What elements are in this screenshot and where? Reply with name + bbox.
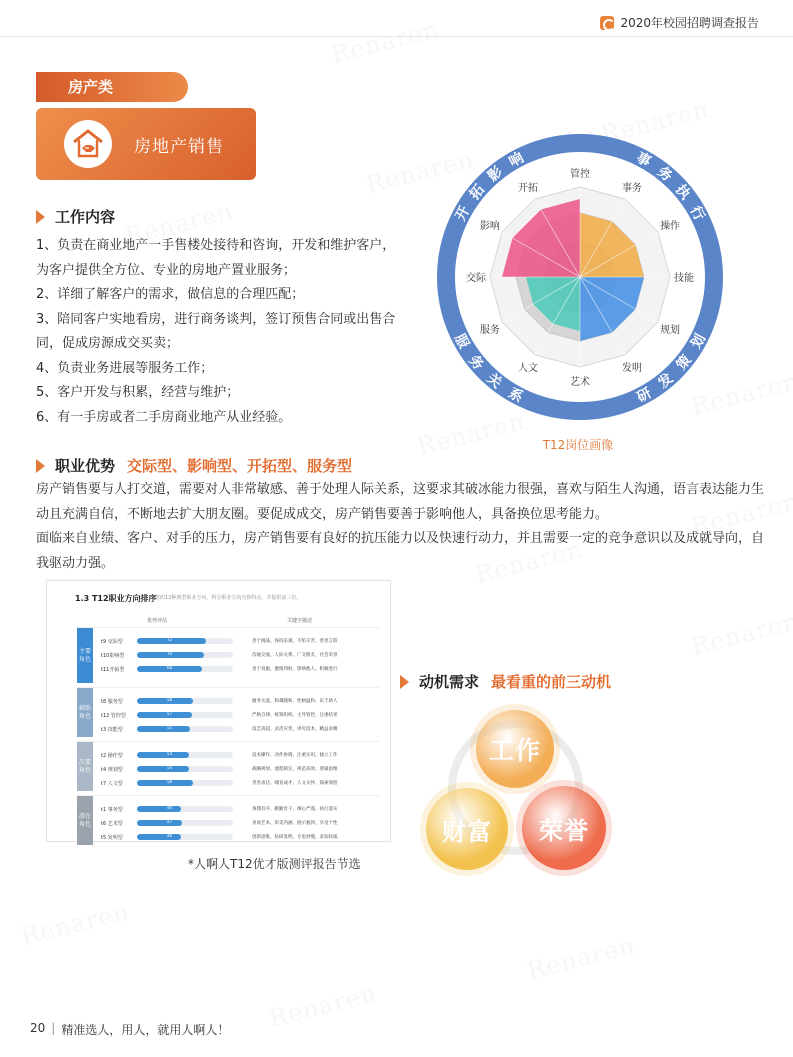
report-group — [77, 627, 379, 683]
report-row-bar — [137, 820, 233, 826]
report-row-bar-fill — [137, 752, 189, 758]
report-row-bar — [137, 780, 233, 786]
report-row-bar — [137, 806, 233, 812]
radar-quadrant-label: 执 — [672, 181, 694, 203]
report-row-value: 58 — [167, 779, 173, 784]
report-row-value: 55 — [167, 725, 173, 730]
handshake-house-icon — [64, 120, 112, 168]
report-row-bar-fill — [137, 698, 193, 704]
radar-quadrant-label: 事 — [633, 149, 654, 171]
report-group-tag: 潜在角色 — [77, 796, 93, 845]
report-row-keywords: 善于说服、激情四射、影响他人、积极进行 — [252, 667, 338, 672]
advantage-paragraph: 房产销售要与人打交道，需要对人非常敏感、善于处理人际关系，这要求其破冰能力很强，喜欢与陌生人沟通，语言表达能力生动且充满自信，不断地去扩大朋友圈。要促成成交，房产销售要善于影响他人，具备换位思考能力。 — [36, 482, 765, 522]
radar-quadrant-label: 务 — [465, 352, 487, 374]
radar-quadrant-label: 服 — [450, 331, 472, 352]
report-row — [101, 724, 233, 734]
report-row — [101, 818, 233, 828]
report-row-label: t12 管控型 — [101, 712, 126, 719]
watermark — [266, 979, 380, 1033]
duties-heading-text: 工作内容 — [55, 208, 116, 226]
report-group-tag: 主要角色 — [77, 628, 93, 683]
report-row-keywords: 严格自律、统筹组织、主导管控、注重结果 — [252, 713, 338, 718]
radar-axis-label: 管控 — [570, 169, 590, 180]
duty-item: 5、客户开发与积累，经营与维护； — [36, 385, 240, 400]
report-row-bar-fill — [137, 712, 192, 718]
motive-diagram — [410, 710, 610, 880]
report-row-bar — [137, 698, 233, 704]
watermark — [524, 931, 638, 985]
duty-item: 6、有一手房或者二手房商业地产从业经验。 — [36, 409, 292, 425]
advantage-text — [36, 478, 764, 576]
duties-heading — [36, 206, 115, 227]
report-row — [101, 696, 233, 706]
report-row-label: t5 发明型 — [101, 834, 123, 841]
report-row-keywords: 善善表达、哺育成才、人文关怀、探索领悟 — [252, 781, 338, 786]
report-caption: *人啊人T12优才版测评报告节选 — [188, 857, 361, 871]
report-row-label: t6 艺术型 — [101, 820, 123, 827]
duty-item: 1、负责在商业地产一手售楼处接待和咨询，开发和维护客户，为客户提供全方位、专业的房地产置业服务； — [36, 238, 396, 278]
report-excerpt-subtitle: 您的12种典型职业方向，得分职业方向有你特点，并提供前三位。 — [155, 595, 302, 601]
report-group-tag: 辅助角色 — [77, 688, 93, 737]
report-group — [77, 741, 379, 791]
radar-axis-label: 服务 — [479, 325, 500, 336]
report-row-bar — [137, 712, 233, 718]
report-row-keywords: 条理有序、勤勤肯干、细心严谨、执行落实 — [252, 807, 338, 812]
report-row — [101, 764, 233, 774]
watermark — [18, 897, 132, 951]
report-excerpt-title: 1.3 T12职业方向排序 — [75, 594, 157, 603]
report-row-label: t7 人文型 — [101, 780, 123, 787]
radar-quadrant-label: 研 — [634, 385, 655, 406]
report-row-keywords: 战略规划、流程制定、规范高效、逻辑思维 — [252, 767, 338, 772]
report-row-keywords: 善于挑战、保持乐观、不怕辛苦、善善言辞 — [252, 639, 338, 644]
motive-subheading: 最看重的前三动机 — [491, 673, 612, 691]
report-row-bar-fill — [137, 780, 193, 786]
report-row-keywords: 技术操作、动作协调、注重实用、独立工作 — [252, 753, 338, 758]
motive-bubble-work: 工作 — [476, 710, 554, 788]
category-tab: 房产类 — [36, 72, 188, 102]
radar-axis-label: 规划 — [660, 325, 681, 336]
advantage-paragraph: 面临来自业绩、客户、对手的压力，房产销售要有良好的抗压能力以及快速行动力，并且需要一定的竞争意识以及成就导向，自我驱动力强。 — [36, 531, 765, 571]
radar-axis-label: 开拓 — [518, 182, 538, 194]
radar-axis-label: 事务 — [622, 182, 642, 194]
report-row-label: t9 交际型 — [101, 638, 123, 645]
report-row-value: 58 — [167, 697, 173, 702]
radar-quadrant-label: 开 — [452, 203, 474, 224]
triangle-bullet-icon — [36, 459, 45, 473]
radar-axis-label: 技能 — [674, 273, 694, 284]
radar-quadrant-label: 影 — [484, 163, 506, 186]
page-number: 20 — [30, 1021, 46, 1035]
report-row-label: t8 服务型 — [101, 698, 123, 705]
report-row-value: 70 — [167, 651, 173, 656]
radar-quadrant-label: 系 — [505, 385, 526, 406]
report-row-value: 47 — [167, 819, 173, 824]
job-card — [36, 108, 256, 180]
report-row-value: 68 — [167, 665, 173, 670]
radar-quadrant-label: 关 — [483, 370, 505, 392]
report-row — [101, 832, 233, 842]
report-row-keywords: 创新思维、钻研发明、专思炒慢、求知权威 — [252, 835, 338, 840]
radar-axis-label: 操作 — [660, 221, 681, 232]
report-row-bar — [137, 752, 233, 758]
report-row — [101, 664, 233, 674]
radar-axis-label: 人文 — [518, 363, 538, 375]
page-footer — [30, 1021, 229, 1038]
report-row-bar-fill — [137, 806, 181, 812]
report-row-bar — [137, 652, 233, 658]
radar-axis-label: 影响 — [479, 221, 500, 232]
triangle-bullet-icon — [400, 675, 409, 689]
report-row-bar-fill — [137, 834, 181, 840]
radar-quadrant-label: 策 — [673, 352, 695, 374]
report-row-bar-fill — [137, 766, 189, 772]
report-row — [101, 650, 233, 660]
advantage-types: 交际型、影响型、开拓型、服务型 — [127, 457, 353, 475]
report-row-bar — [137, 834, 233, 840]
report-group — [77, 687, 379, 737]
radar-quadrant-label: 务 — [654, 163, 676, 186]
report-row — [101, 750, 233, 760]
report-title: 2020年校园招聘调查报告 — [620, 16, 759, 30]
report-row-keywords: 喜欢艺术、审美内涵、展示独到、享受个性 — [252, 821, 338, 826]
radar-quadrant-label: 拓 — [466, 181, 488, 203]
report-excerpt — [46, 580, 391, 842]
report-row — [101, 636, 233, 646]
report-row-bar — [137, 666, 233, 672]
watermark — [328, 15, 442, 69]
duties-list — [36, 234, 404, 430]
report-row-bar-fill — [137, 820, 182, 826]
report-row-label: t3 技能型 — [101, 726, 123, 733]
report-group-tag: 次要角色 — [77, 742, 93, 791]
advantage-heading-text: 职业优势 — [55, 457, 116, 475]
report-row-label: t11开拓型 — [101, 666, 125, 673]
radar-axis-label: 发明 — [622, 363, 642, 375]
report-row — [101, 710, 233, 720]
advantage-heading — [36, 455, 352, 476]
report-row-value: 57 — [167, 711, 173, 716]
duty-item: 2、详细了解客户的需求，做信息的合理匹配； — [36, 287, 305, 302]
job-title: 房地产销售 — [134, 136, 224, 157]
report-row-bar — [137, 766, 233, 772]
radar-quadrant-label: 发 — [655, 370, 677, 392]
footer-slogan: 精准选人，用人，就用人啊人！ — [61, 1023, 230, 1037]
report-row-value: 54 — [167, 765, 173, 770]
report-row-keywords: 技艺高超、灵活应变、讲究技术、精益求精 — [252, 727, 338, 732]
report-row — [101, 778, 233, 788]
report-row-value: 46 — [167, 833, 173, 838]
t12-radar-chart — [435, 132, 725, 422]
motive-heading-text: 动机需求 — [419, 673, 480, 691]
report-row-value: 46 — [167, 805, 173, 810]
report-group — [77, 795, 379, 845]
footer-separator: | — [51, 1021, 56, 1035]
score-column-header: 优势评估 — [147, 618, 168, 624]
report-row-label: t4 规划型 — [101, 766, 123, 773]
report-row-keywords: 沟通交流、人际关系、广交朋友、社会荣誉 — [252, 653, 338, 658]
motive-heading — [400, 671, 611, 692]
report-row-bar-fill — [137, 726, 190, 732]
report-row-value: 72 — [167, 637, 173, 642]
motive-bubble-honor: 荣誉 — [522, 786, 606, 870]
radar-axis-label: 艺术 — [570, 377, 590, 388]
header-divider — [0, 36, 793, 37]
radar-quadrant-label: 行 — [686, 203, 708, 224]
radar-quadrant-label: 划 — [688, 331, 710, 352]
radar-caption: T12岗位画像 — [542, 438, 614, 452]
report-row-keywords: 服务关爱、和蔼随和、性格温和、乐于助人 — [252, 699, 338, 704]
report-row-bar — [137, 726, 233, 732]
report-row-value: 54 — [167, 751, 173, 756]
report-row — [101, 804, 233, 814]
report-logo-icon — [600, 16, 614, 30]
report-row-bar — [137, 638, 233, 644]
report-row-label: t10影响型 — [101, 652, 125, 659]
report-row-label: t2 操作型 — [101, 752, 123, 759]
radar-quadrant-label: 响 — [506, 149, 527, 171]
keyword-column-header: 关键字描述 — [287, 618, 313, 624]
watermark — [688, 607, 793, 661]
radar-axis-label: 交际 — [466, 273, 486, 284]
triangle-bullet-icon — [36, 210, 45, 224]
motive-bubble-wealth: 财富 — [426, 788, 508, 870]
report-row-label: t1 事务型 — [101, 806, 123, 813]
page-header — [600, 14, 759, 31]
duty-item: 3、陪同客户实地看房，进行商务谈判，签订预售合同或出售合同，促成房源成交买卖； — [36, 311, 396, 351]
duty-item: 4、负责业务进展等服务工作； — [36, 360, 214, 376]
